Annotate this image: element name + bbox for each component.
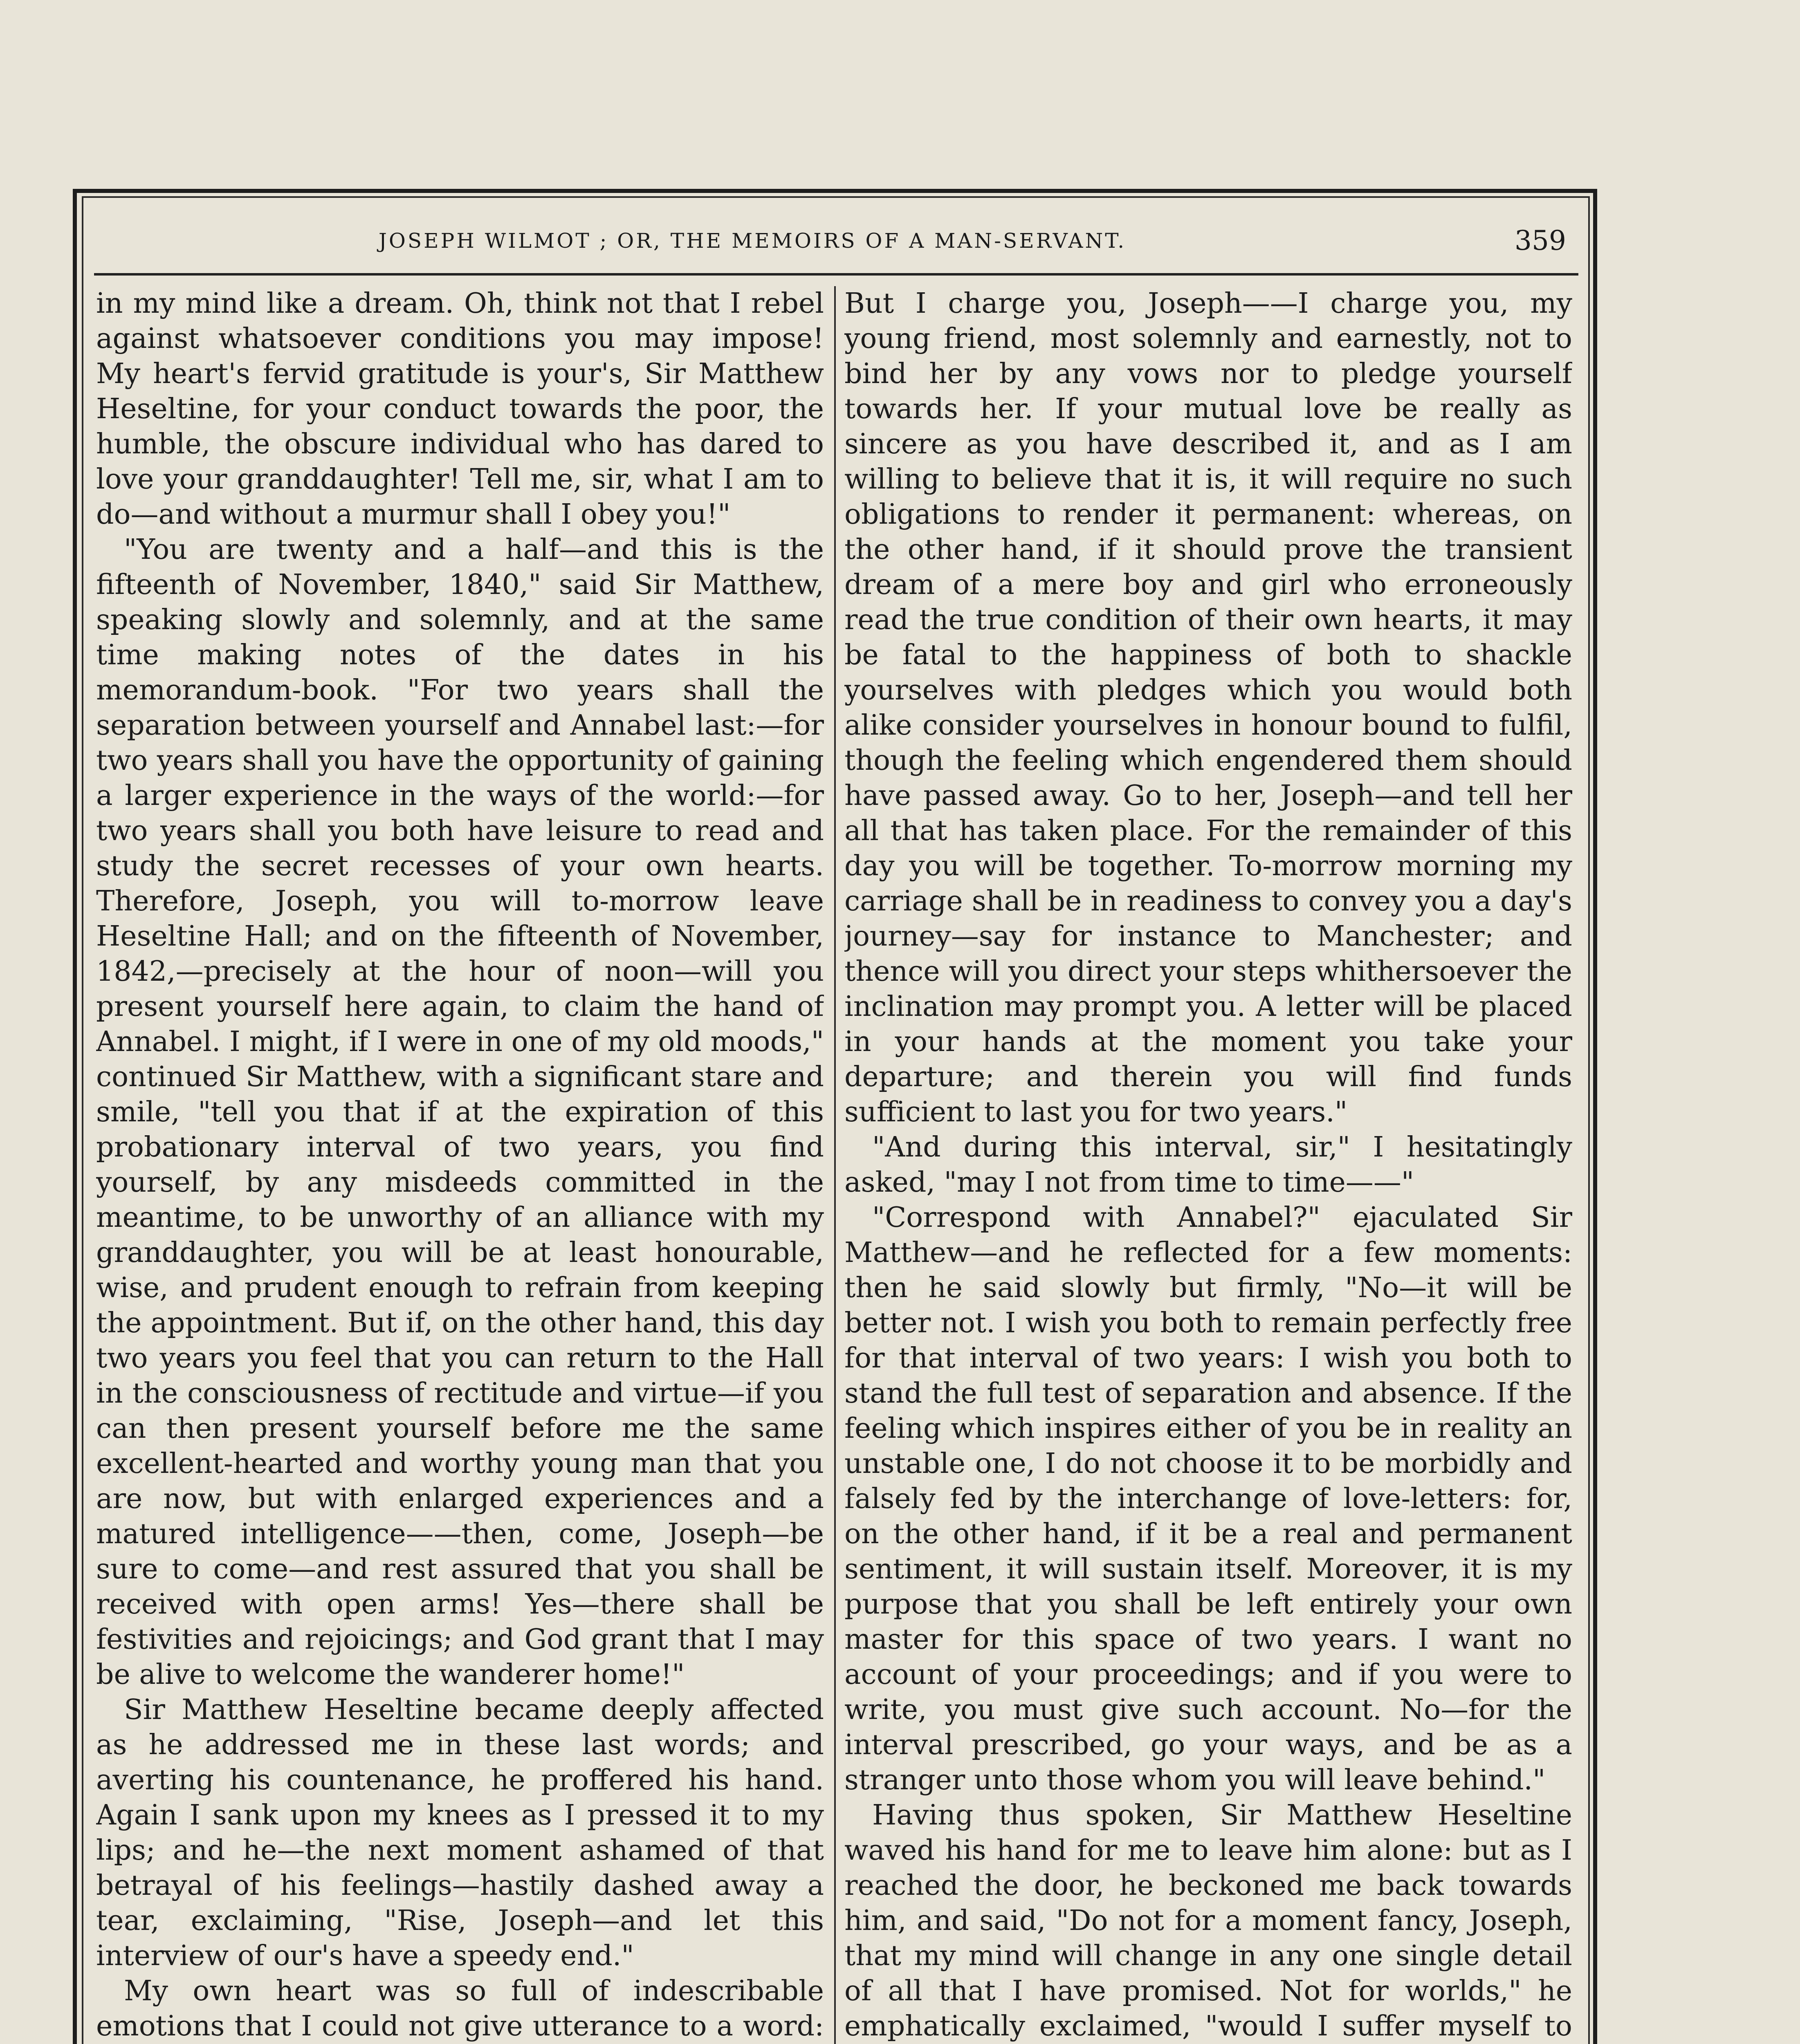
paragraph: Sir Matthew Heseltine became deeply affected as he addressed me in these last words; and averting his countenance, he proffered his hand. Again I sank upon my knees as I pressed it to my lips; and he—the next moment ashamed of that betrayal of his feelings—hastily dashed away a tear, exclaiming, "Rise, Joseph—and let this interview of our's have a speedy end." (96, 1694, 824, 1972)
paragraph: Having thus spoken, Sir Matthew Heseltine waved his hand for me to leave him alone: but as I reached the door, he beckoned me back towards him, and said, "Do not for a moment fancy, Joseph, that my mind will change in any one single detail of all that I have promised. Not for worlds," he emphatically exclaimed, "would I suffer myself to (844, 1799, 1572, 2042)
header-rule (94, 273, 1578, 276)
column-divider (834, 286, 836, 2044)
paragraph: "Correspond with Annabel?" ejaculated Sir Matthew—and he reflected for a few moments: then he said slowly but firmly, "No—it will be better not. I wish you both to remain perfectly free for that interval of two years: I wish you both to stand the full test of separation and absence. If the feeling which inspires either of you be in reality an unstable one, I do not choose it to be morbidly and falsely fed by the interchange of love-letters: for, on the other hand, if it be a real and permanent sentiment, it will sustain itself. Moreover, it is my purpose that you shall be left entirely your own master for this space of two years. I want no account of your proceedings; and if you were to write, you must give such account. No—for the interval prescribed, go your ways, and be as a stranger unto those whom you will leave behind." (844, 1201, 1572, 1796)
paragraph: My own heart was so full of indescribable emotions that I could not give utterance to a word: (96, 1975, 824, 2042)
running-title: JOSEPH WILMOT ; OR, THE MEMOIRS OF A MAN-SERVANT. (378, 229, 1127, 253)
page-number: 359 (1515, 225, 1566, 256)
paragraph: But I charge you, Joseph——I charge you, my young friend, most solemnly and earnestly, not to bind her by any vows nor to pledge yourself towards her. If your mutual love be really as sincere as you have described it, and as I am willing to believe that it is, it will require no such obligations to render it permanent: whereas, on the other hand, if it should prove the transient dream of a mere boy and girl who erroneously read the true condition of their own hearts, it may be fatal to the happiness of both to shackle yourselves with pledges which you would both alike consider yourselves in honour bound to fulfil, though the feeling which engendered them should have passed away. Go to her, Joseph—and tell her all that has taken place. For the remainder of this day you will be together. To-morrow morning my carriage shall be in readiness to convey you a day's journey—say for instance to Manchester; and thence will you direct your steps whithersoever the inclination may prompt you. A letter will be placed in your hands at the moment you take your departure; and therein you will find funds sufficient to last you for two years." (844, 287, 1572, 1128)
running-header (94, 225, 1566, 266)
paragraph: in my mind like a dream. Oh, think not that I rebel against whatsoever conditions you may impose! My heart's fervid gratitude is your's, Sir Matthew Heseltine, for your conduct towards the poor, the humble, the obscure individual who has dared to love your granddaughter! Tell me, sir, what I am to do—and without a murmur shall I obey you!" (96, 287, 824, 531)
paragraph: "And during this interval, sir," I hesitatingly asked, "may I not from time to time——" (844, 1131, 1572, 1199)
paragraph: "You are twenty and a half—and this is the fifteenth of November, 1840," said Sir Matthew, speaking slowly and solemnly, and at the same time making notes of the dates in his memorandum-book. "For two years shall the separation between yourself and Annabel last:—for two years shall you have the opportunity of gaining a larger experience in the ways of the world:—for two years shall you both have leisure to read and study the secret recesses of your own hearts. Therefore, Joseph, you will to-morrow leave Heseltine Hall; and on the fifteenth of November, 1842,—precisely at the hour of noon—will you present yourself here again, to claim the hand of Annabel. I might, if I were in one of my old moods," continued Sir Matthew, with a significant stare and smile, "tell you that if at the expiration of this probationary interval of two years, you find yourself, by any misdeeds committed in the meantime, to be unworthy of an alliance with my granddaughter, you will be at least honourable, wise, and prudent enough to refrain from keeping the appointment. But if, on the other hand, this day two years you feel that you can return to the Hall in the consciousness of rectitude and virtue—if you can then present yourself before me the same excellent-hearted and worthy young man that you are now, but with enlarged experiences and a matured intelligence——then, come, Joseph—be sure to come—and rest assured that you shall be received with open arms! Yes—there shall be festivities and rejoicings; and God grant that I may be alive to welcome the wanderer home!" (96, 533, 824, 1691)
left-column (96, 286, 824, 2044)
right-column (844, 286, 1572, 2044)
